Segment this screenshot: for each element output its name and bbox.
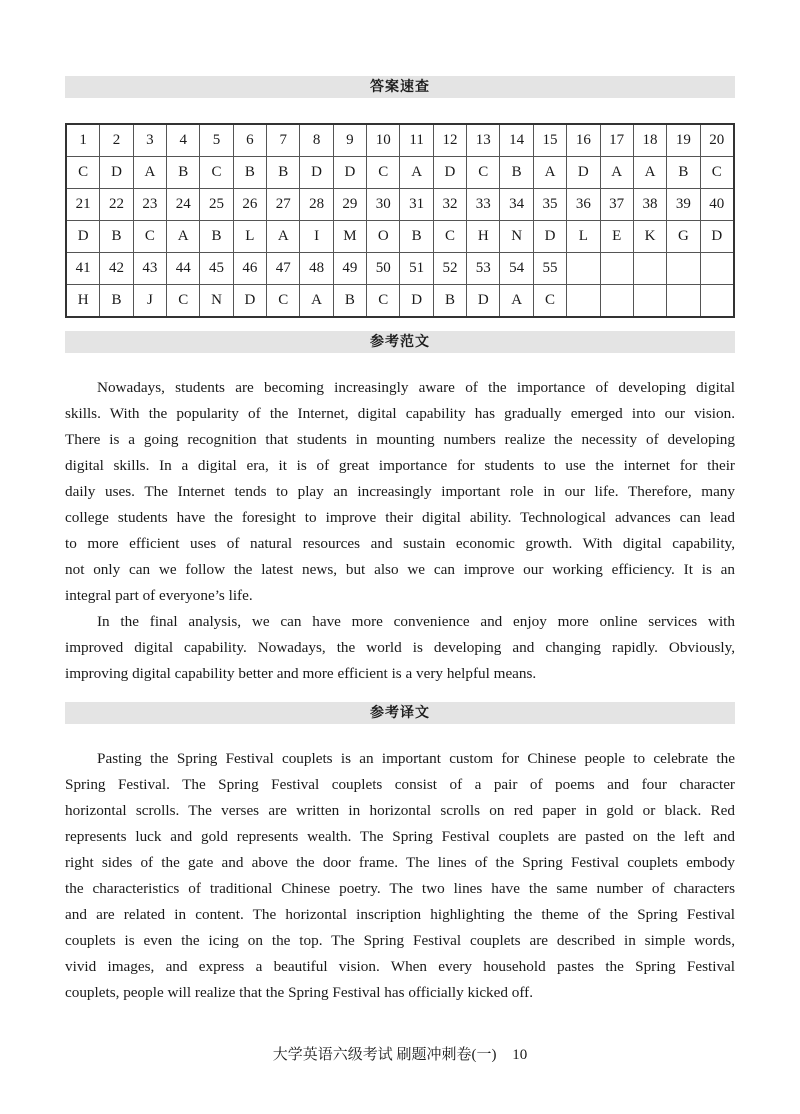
question-number-cell: 21 [66, 189, 100, 221]
question-number-cell: 34 [500, 189, 533, 221]
text-line: daily uses. The Internet tends to play an increasingly important role in our life. Therefore, many [65, 483, 735, 500]
answer-cell: J [133, 285, 166, 318]
question-number-cell: 4 [167, 124, 200, 157]
answer-cell: C [200, 157, 233, 189]
text-line: the characteristics of traditional Chinese poetry. The two lines have the same number of characters [65, 880, 735, 897]
answer-cell: N [500, 221, 533, 253]
answer-cell: D [567, 157, 600, 189]
answer-cell: A [533, 157, 566, 189]
question-number-cell: 20 [700, 124, 734, 157]
question-number-cell: 3 [133, 124, 166, 157]
question-number-cell: 8 [300, 124, 333, 157]
answer-cell: E [600, 221, 633, 253]
text-line: to more efficient uses of natural resources and sustain economic growth. With digital capability, [65, 535, 735, 552]
answer-cell: N [200, 285, 233, 318]
question-number-cell: 19 [667, 124, 700, 157]
question-number-cell: 39 [667, 189, 700, 221]
text-line: right sides of the gate and above the door frame. The lines of the Spring Festival couplets embody [65, 854, 735, 871]
question-number-cell: 29 [333, 189, 366, 221]
text-line: represents luck and gold represents wealth. The Spring Festival couplets are pasted on the left and [65, 828, 735, 845]
answer-cell [600, 285, 633, 318]
question-number-cell: 24 [167, 189, 200, 221]
translation-text [65, 746, 735, 1006]
answer-cell: B [167, 157, 200, 189]
question-number-row [66, 189, 734, 221]
question-number-cell: 54 [500, 253, 533, 285]
answer-table [65, 123, 735, 318]
text-line: improved digital capability. Nowadays, the world is developing and changing rapidly. Obviously, [65, 639, 735, 656]
question-number-cell: 45 [200, 253, 233, 285]
question-number-cell: 28 [300, 189, 333, 221]
question-number-cell: 32 [433, 189, 466, 221]
question-number-cell: 46 [233, 253, 266, 285]
answer-cell: C [167, 285, 200, 318]
answer-cell [667, 285, 700, 318]
answer-cell: L [233, 221, 266, 253]
answer-cell: D [467, 285, 500, 318]
answer-cell: A [500, 285, 533, 318]
text-line: In the final analysis, we can have more convenience and enjoy more online services with [97, 613, 735, 630]
question-number-cell: 51 [400, 253, 433, 285]
answer-cell: B [433, 285, 466, 318]
question-number-cell: 17 [600, 124, 633, 157]
answer-cell: C [433, 221, 466, 253]
question-number-cell [667, 253, 700, 285]
question-number-cell: 42 [100, 253, 133, 285]
answer-cell [633, 285, 666, 318]
question-number-cell [567, 253, 600, 285]
answer-cell: D [100, 157, 133, 189]
answer-cell: A [267, 221, 300, 253]
question-number-cell: 49 [333, 253, 366, 285]
answer-cell: B [233, 157, 266, 189]
question-number-cell: 27 [267, 189, 300, 221]
question-number-cell: 50 [367, 253, 400, 285]
text-line: Spring Festival. The Spring Festival couplets consist of a pair of poems and four character [65, 776, 735, 793]
answer-cell: C [267, 285, 300, 318]
text-line: couplets, people will realize that the Spring Festival has officially kicked off. [65, 984, 534, 1001]
answer-cell: D [433, 157, 466, 189]
question-number-cell: 53 [467, 253, 500, 285]
text-line: skills. With the popularity of the Internet, digital capability has gradually emerged into our vision. [65, 405, 735, 422]
answer-row [66, 221, 734, 253]
question-number-cell: 48 [300, 253, 333, 285]
answer-cell: C [133, 221, 166, 253]
question-number-cell: 31 [400, 189, 433, 221]
answer-cell: D [66, 221, 100, 253]
question-number-cell: 41 [66, 253, 100, 285]
question-number-cell: 40 [700, 189, 734, 221]
answer-cell: A [133, 157, 166, 189]
question-number-cell [700, 253, 734, 285]
question-number-cell: 16 [567, 124, 600, 157]
answer-cell: H [467, 221, 500, 253]
question-number-cell: 36 [567, 189, 600, 221]
answer-cell: C [467, 157, 500, 189]
essay-text [65, 375, 735, 687]
answer-cell: M [333, 221, 366, 253]
question-number-cell: 7 [267, 124, 300, 157]
answer-cell: B [200, 221, 233, 253]
question-number-cell: 30 [367, 189, 400, 221]
answer-cell: A [300, 285, 333, 318]
answer-cell: A [633, 157, 666, 189]
question-number-cell: 55 [533, 253, 566, 285]
answer-cell: B [267, 157, 300, 189]
text-line: and are related in content. The horizontal inscription highlighting the theme of the Spring Festival [65, 906, 735, 923]
answer-cell: K [633, 221, 666, 253]
answer-cell: B [667, 157, 700, 189]
section-header-answers: 答案速查 [65, 76, 735, 98]
answer-cell: D [300, 157, 333, 189]
answer-cell: I [300, 221, 333, 253]
question-number-cell: 13 [467, 124, 500, 157]
question-number-row [66, 253, 734, 285]
question-number-cell: 14 [500, 124, 533, 157]
question-number-cell: 15 [533, 124, 566, 157]
question-number-cell: 22 [100, 189, 133, 221]
text-line: There is a going recognition that students in mounting numbers realize the necessity of developing [65, 431, 735, 448]
text-line: college students have the foresight to improve their digital ability. Technological advances can lead [65, 509, 735, 526]
answer-cell: C [367, 157, 400, 189]
answer-cell: D [400, 285, 433, 318]
book-title: 大学英语六级考试 刷题冲刺卷(一) [272, 1047, 497, 1063]
paragraph [65, 746, 735, 1006]
text-line: not only can we follow the latest news, but also we can improve our working efficiency. It is an [65, 561, 735, 578]
answer-cell: C [533, 285, 566, 318]
answer-cell: C [367, 285, 400, 318]
question-number-cell [633, 253, 666, 285]
question-number-cell: 9 [333, 124, 366, 157]
answer-cell: D [533, 221, 566, 253]
answer-cell: C [66, 157, 100, 189]
text-line: vivid images, and express a beautiful vision. When every household pastes the Spring Festival [65, 958, 735, 975]
text-line: Pasting the Spring Festival couplets is an important custom for Chinese people to celebrate the [97, 750, 735, 767]
page-number: 10 [512, 1047, 528, 1063]
answer-cell: B [400, 221, 433, 253]
answer-cell: B [100, 285, 133, 318]
question-number-cell: 18 [633, 124, 666, 157]
answer-cell: B [500, 157, 533, 189]
question-number-row [66, 124, 734, 157]
question-number-cell: 12 [433, 124, 466, 157]
paragraph [65, 609, 735, 687]
question-number-cell: 25 [200, 189, 233, 221]
answer-cell [700, 285, 734, 318]
answer-row [66, 157, 734, 189]
question-number-cell: 5 [200, 124, 233, 157]
section-header-translation: 参考译文 [65, 702, 735, 724]
answer-cell: O [367, 221, 400, 253]
question-number-cell: 23 [133, 189, 166, 221]
question-number-cell [600, 253, 633, 285]
answer-row [66, 285, 734, 318]
answer-cell: B [100, 221, 133, 253]
question-number-cell: 33 [467, 189, 500, 221]
text-line: improving digital capability better and more efficient is a very helpful means. [65, 665, 537, 682]
question-number-cell: 35 [533, 189, 566, 221]
answer-cell: D [233, 285, 266, 318]
question-number-cell: 44 [167, 253, 200, 285]
text-line: integral part of everyone’s life. [65, 587, 253, 604]
question-number-cell: 37 [600, 189, 633, 221]
question-number-cell: 6 [233, 124, 266, 157]
text-line: Nowadays, students are becoming increasingly aware of the importance of developing digital [97, 379, 735, 396]
page-footer [0, 1043, 800, 1064]
text-line: digital skills. In a digital era, it is of great importance for students to use the internet for their [65, 457, 735, 474]
answer-cell: A [600, 157, 633, 189]
answer-cell: G [667, 221, 700, 253]
question-number-cell: 1 [66, 124, 100, 157]
paragraph [65, 375, 735, 609]
answer-cell: H [66, 285, 100, 318]
section-header-essay: 参考范文 [65, 331, 735, 353]
answer-cell: C [700, 157, 734, 189]
answer-cell: A [400, 157, 433, 189]
question-number-cell: 43 [133, 253, 166, 285]
answer-cell: D [700, 221, 734, 253]
question-number-cell: 38 [633, 189, 666, 221]
question-number-cell: 2 [100, 124, 133, 157]
question-number-cell: 10 [367, 124, 400, 157]
answer-cell [567, 285, 600, 318]
text-line: horizontal scrolls. The verses are written in horizontal scrolls on red paper in gold or black. Red [65, 802, 735, 819]
answer-cell: B [333, 285, 366, 318]
text-line: couplets is even the icing on the top. The Spring Festival couplets are described in simple words, [65, 932, 735, 949]
answer-cell: A [167, 221, 200, 253]
answer-cell: D [333, 157, 366, 189]
answer-cell: L [567, 221, 600, 253]
question-number-cell: 52 [433, 253, 466, 285]
question-number-cell: 11 [400, 124, 433, 157]
question-number-cell: 26 [233, 189, 266, 221]
question-number-cell: 47 [267, 253, 300, 285]
